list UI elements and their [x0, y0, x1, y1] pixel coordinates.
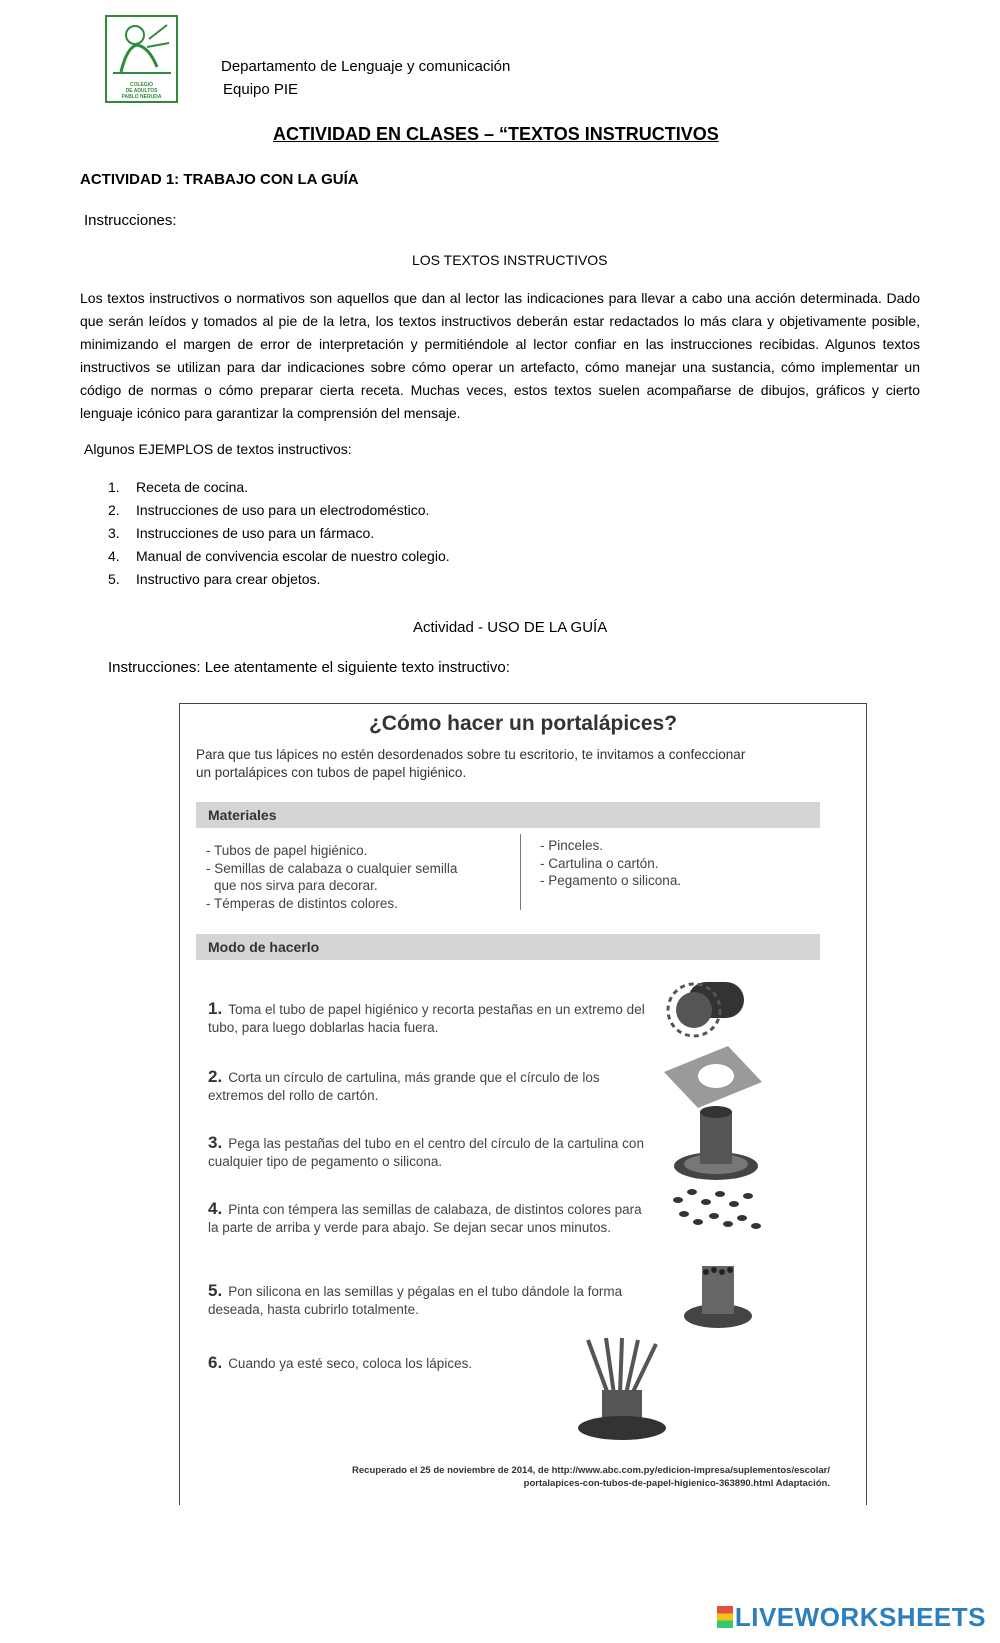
decorated-tube-icon [668, 1252, 768, 1332]
list-item: 4. Manual de convivencia escolar de nuestro colegio. [108, 548, 450, 564]
list-item: 1. Receta de cocina. [108, 479, 249, 495]
school-logo [105, 15, 178, 103]
section-heading: LOS TEXTOS INSTRUCTIVOS [412, 252, 608, 268]
list-item: - Tubos de papel higiénico. [206, 843, 368, 858]
list-item: 3. Instrucciones de uso para un fármaco. [108, 525, 375, 541]
logo-line-3: PABLO NERUDA [121, 94, 162, 100]
step-1: 1. Toma el tubo de papel higiénico y recorta pestañas en un extremo del tubo, para luego doblarlas hacia fuera. [208, 999, 645, 1035]
step-5: 5. Pon silicona en las semillas y pégalas en el tubo dándole la forma deseada, hasta cubrirlo totalmente. [208, 1281, 623, 1317]
step-6: 6. Cuando ya esté seco, coloca los lápices. [208, 1353, 473, 1372]
method-heading: Modo de hacerlo [196, 934, 820, 960]
painted-seeds-icon [668, 1182, 768, 1242]
cardboard-circle-icon [658, 1042, 768, 1112]
logo-figure-icon [107, 17, 176, 77]
list-item: - Cartulina o cartón. [540, 855, 659, 871]
list-item: - Pinceles. [540, 838, 604, 853]
logo-line-2: DE ADULTOS [125, 88, 158, 94]
activity1-heading: ACTIVIDAD 1: TRABAJO CON LA GUÍA [80, 171, 359, 188]
list-item: - Pegamento o silicona. [540, 873, 682, 888]
sheet-intro: Para que tus lápices no estén desordenados sobre tu escritorio, te invitamos a confeccionar un portalápices con tubos de papel higiénico. [196, 747, 746, 780]
liveworksheets-logo-icon [717, 1606, 733, 1628]
liveworksheets-watermark: LIVEWORKSHEETS [717, 1602, 986, 1633]
examples-list [108, 476, 450, 591]
step-4: 4. Pinta con témpera las semillas de calabaza, de distintos colores para la parte de arriba y verde para abajo. Se dejan secar unos minutos. [208, 1199, 642, 1235]
source-citation: Recuperado el 25 de noviembre de 2014, de http://www.abc.com.py/edicion-impresa/suplementos/escolar/ portalapices-con-tubos-de-papel-higienico-363890.html Adaptación. [352, 1465, 830, 1489]
list-item: que nos sirva para decorar. [214, 878, 378, 893]
read-instructions: Instrucciones: Lee atentamente el siguiente texto instructivo: [108, 659, 510, 676]
tube-fringe-icon [658, 974, 768, 1044]
materials-left [206, 842, 457, 912]
finished-pencil-holder-icon [568, 1334, 678, 1444]
examples-label: Algunos EJEMPLOS de textos instructivos: [84, 441, 352, 457]
sheet-title: ¿Cómo hacer un portalápices? [368, 712, 678, 735]
page-title: ACTIVIDAD EN CLASES – “TEXTOS INSTRUCTIVOS [273, 124, 719, 144]
step-2: 2. Corta un círculo de cartulina, más grande que el círculo de los extremos del rollo de cartón. [208, 1067, 600, 1103]
instruction-sheet [179, 703, 867, 1505]
tube-on-base-icon [668, 1104, 768, 1184]
list-item: 2. Instrucciones de uso para un electrodoméstico. [108, 502, 430, 518]
materials-divider [520, 834, 521, 910]
instructions-label: Instrucciones: [84, 212, 177, 229]
materials-right [540, 837, 681, 890]
list-item: - Témperas de distintos colores. [206, 895, 398, 911]
logo-line-1: COLEGIO [129, 82, 154, 88]
step-3: 3. Pega las pestañas del tubo en el centro del círculo de la cartulina con cualquier tipo de pegamento o silicona. [208, 1133, 644, 1169]
team-label: Equipo PIE [223, 81, 299, 98]
list-item: - Semillas de calabaza o cualquier semilla [206, 860, 458, 876]
department-label: Departamento de Lenguaje y comunicación [221, 58, 511, 75]
list-item: 5. Instructivo para crear objetos. [108, 571, 321, 587]
materials-heading: Materiales [196, 802, 820, 828]
intro-paragraph: Los textos instructivos o normativos son aquellos que dan al lector las indicaciones para llevar a cabo una acción determinada. Dado que serán leídos y tomados al pie de la letra, los textos instructivos deberán estar redactados lo más clara y objetivamente posible, minimizando el margen de error de interpretación y permitiéndole al lector confiar en las instrucciones recibidas. Algunos textos instructivos se utilizan para dar indicaciones sobre cómo operar un artefacto, cómo manejar una sustancia, cómo implementar un código de normas o cómo preparar cierta receta. Muchas veces, estos textos suelen acompañarse de dibujos, gráficos y cierto lenguaje icónico para garantizar la comprensión del mensaje. [80, 290, 920, 421]
activity-heading: Actividad - USO DE LA GUÍA [413, 619, 608, 636]
